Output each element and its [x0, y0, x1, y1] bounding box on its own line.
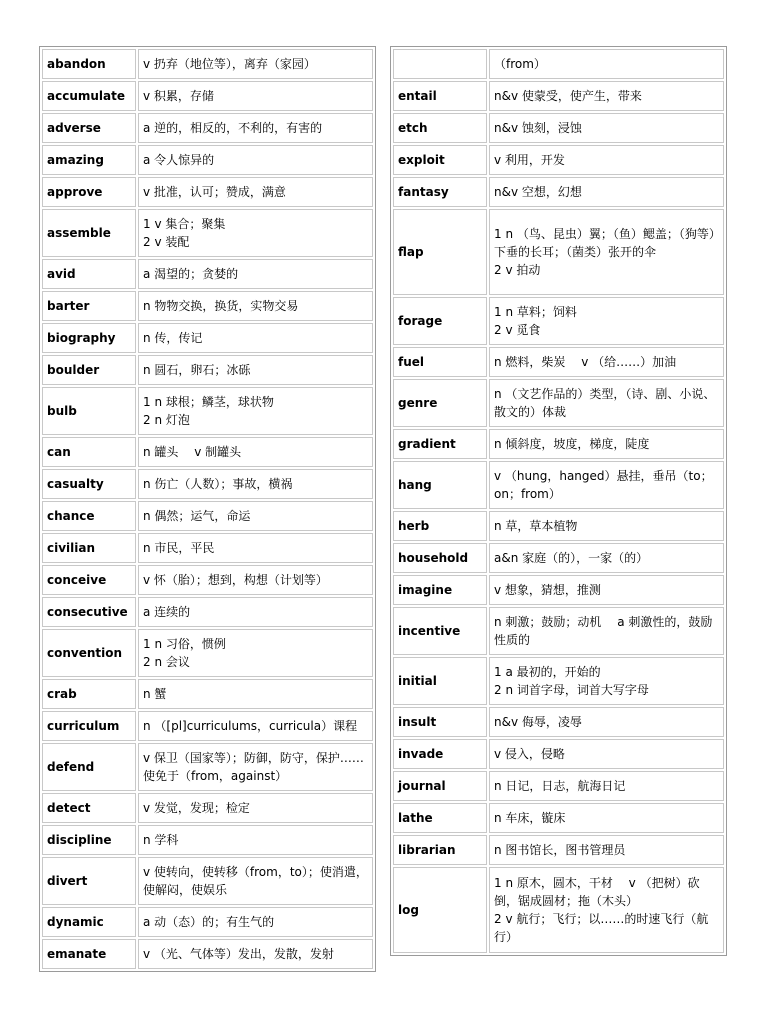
- table-row: [41, 48, 374, 80]
- table-row: [41, 710, 374, 742]
- definition-cell: n 倾斜度，坡度，梯度，陡度: [494, 437, 650, 451]
- definition-cell: （from）: [494, 57, 546, 71]
- definition-cell: v 利用，开发: [494, 153, 565, 167]
- word-cell: [393, 49, 487, 79]
- definition-cell: v （hung，hanged）悬挂，垂吊（to；on；from）: [494, 469, 713, 501]
- table-row: [392, 738, 725, 770]
- word-cell: flap: [393, 209, 487, 295]
- definition-cell: n&v 空想，幻想: [494, 185, 582, 199]
- table-row: [41, 856, 374, 906]
- word-cell: boulder: [42, 355, 136, 385]
- definition-cell: n&v 蚀刻，浸蚀: [494, 121, 582, 135]
- table-row: [41, 628, 374, 678]
- table-row: [41, 564, 374, 596]
- table-row: [392, 460, 725, 510]
- table-row: [41, 322, 374, 354]
- word-cell: amazing: [42, 145, 136, 175]
- table-row: [392, 834, 725, 866]
- table-row: [41, 176, 374, 208]
- word-cell: forage: [393, 297, 487, 345]
- table-row: [392, 802, 725, 834]
- word-cell: herb: [393, 511, 487, 541]
- word-cell: divert: [42, 857, 136, 905]
- definition-cell: n 刺激；鼓励；动机 a 刺激性的，鼓励性质的: [494, 615, 713, 647]
- word-cell: log: [393, 867, 487, 953]
- table-row: [41, 290, 374, 322]
- table-row: [392, 706, 725, 738]
- definition-cell: v 批准，认可；赞成，满意: [143, 185, 286, 199]
- table-row: [392, 80, 725, 112]
- word-cell: fantasy: [393, 177, 487, 207]
- table-row: [41, 678, 374, 710]
- table-row: [392, 656, 725, 706]
- word-cell: invade: [393, 739, 487, 769]
- definition-cell: v 发觉，发现；检定: [143, 801, 250, 815]
- definition-cell: n 伤亡（人数）；事故，横祸: [143, 477, 293, 491]
- definition-cell: n 车床，镟床: [494, 811, 566, 825]
- definition-cell: n 圆石，卵石；冰砾: [143, 363, 251, 377]
- word-cell: etch: [393, 113, 487, 143]
- table-row: [392, 378, 725, 428]
- word-cell: accumulate: [42, 81, 136, 111]
- definition-cell: v 扔弃（地位等），离弃（家园）: [143, 57, 316, 71]
- table-row: [392, 428, 725, 460]
- table-row: [392, 48, 725, 80]
- word-cell: imagine: [393, 575, 487, 605]
- table-row: [41, 906, 374, 938]
- definition-cell: n 偶然；运气，命运: [143, 509, 251, 523]
- word-cell: journal: [393, 771, 487, 801]
- definition-cell: 1 n 习俗，惯例 2 n 会议: [143, 637, 226, 669]
- definition-cell: v 保卫（国家等）；防御，防守，保护……使免于（from，against）: [143, 751, 364, 783]
- table-row: [392, 176, 725, 208]
- definition-cell: a&n 家庭（的），一家（的）: [494, 551, 649, 565]
- table-row: [41, 938, 374, 970]
- word-cell: abandon: [42, 49, 136, 79]
- table-row: [392, 296, 725, 346]
- definition-cell: v （光、气体等）发出，发散，发射: [143, 947, 334, 961]
- word-cell: lathe: [393, 803, 487, 833]
- definition-cell: v 侵入，侵略: [494, 747, 565, 761]
- word-cell: adverse: [42, 113, 136, 143]
- definition-cell: n 蟹: [143, 687, 167, 701]
- word-cell: entail: [393, 81, 487, 111]
- definition-cell: v 想象，猜想，推测: [494, 583, 601, 597]
- definition-cell: n 罐头 v 制罐头: [143, 445, 242, 459]
- word-cell: civilian: [42, 533, 136, 563]
- word-cell: approve: [42, 177, 136, 207]
- table-row: [41, 824, 374, 856]
- table-row: [41, 386, 374, 436]
- definition-cell: a 令人惊异的: [143, 153, 215, 167]
- definition-cell: 1 n 原木，圆木，干材 v （把树）砍倒，锯成圆材；拖（木头） 2 v 航行；飞行；以……的时速飞行（航行）: [494, 876, 709, 944]
- definition-cell: n 物物交换，换货，实物交易: [143, 299, 299, 313]
- table-row: [41, 144, 374, 176]
- table-row: [41, 208, 374, 258]
- word-cell: conceive: [42, 565, 136, 595]
- table-row: [392, 574, 725, 606]
- definition-cell: n&v 使蒙受，使产生，带来: [494, 89, 642, 103]
- word-cell: curriculum: [42, 711, 136, 741]
- word-cell: casualty: [42, 469, 136, 499]
- table-row: [392, 112, 725, 144]
- table-row: [41, 596, 374, 628]
- definition-cell: a 逆的，相反的，不利的，有害的: [143, 121, 323, 135]
- vocabulary-table-right: [390, 46, 727, 956]
- definition-cell: a 动（态）的；有生气的: [143, 915, 275, 929]
- table-row: [41, 436, 374, 468]
- word-cell: exploit: [393, 145, 487, 175]
- definition-cell: n&v 侮辱，凌辱: [494, 715, 582, 729]
- table-row: [41, 80, 374, 112]
- table-row: [392, 510, 725, 542]
- definition-cell: a 连续的: [143, 605, 191, 619]
- definition-cell: n 图书馆长，图书管理员: [494, 843, 626, 857]
- definition-cell: n （[pl]curriculums，curricula）课程: [143, 719, 358, 733]
- definition-cell: 1 n 球根；鳞茎，球状物 2 n 灯泡: [143, 395, 274, 427]
- table-row: [392, 346, 725, 378]
- table-row: [392, 770, 725, 802]
- table-row: [392, 866, 725, 954]
- word-cell: crab: [42, 679, 136, 709]
- word-cell: chance: [42, 501, 136, 531]
- word-cell: librarian: [393, 835, 487, 865]
- word-cell: can: [42, 437, 136, 467]
- table-row: [392, 542, 725, 574]
- definition-cell: a 渴望的；贪婪的: [143, 267, 239, 281]
- definition-cell: 1 a 最初的，开始的 2 n 词首字母，词首大写字母: [494, 665, 649, 697]
- definition-cell: n （文艺作品的）类型，（诗、剧、小说、散文的）体裁: [494, 387, 716, 419]
- table-row: [392, 606, 725, 656]
- word-cell: genre: [393, 379, 487, 427]
- word-cell: detect: [42, 793, 136, 823]
- definition-cell: n 学科: [143, 833, 179, 847]
- definition-cell: v 使转向，使转移（from，to）；使消遣，使解闷，使娱乐: [143, 865, 368, 897]
- table-row: [41, 532, 374, 564]
- definition-cell: n 传，传记: [143, 331, 203, 345]
- word-cell: initial: [393, 657, 487, 705]
- word-cell: avid: [42, 259, 136, 289]
- table-row: [392, 208, 725, 296]
- word-cell: barter: [42, 291, 136, 321]
- definition-cell: n 日记，日志，航海日记: [494, 779, 626, 793]
- word-cell: insult: [393, 707, 487, 737]
- definition-cell: v 积累，存储: [143, 89, 214, 103]
- word-cell: discipline: [42, 825, 136, 855]
- word-cell: hang: [393, 461, 487, 509]
- word-cell: assemble: [42, 209, 136, 257]
- table-row: [41, 354, 374, 386]
- definition-cell: n 燃料，柴炭 v （给……）加油: [494, 355, 677, 369]
- word-cell: gradient: [393, 429, 487, 459]
- table-row: [392, 144, 725, 176]
- table-row: [41, 112, 374, 144]
- word-cell: convention: [42, 629, 136, 677]
- table-row: [41, 500, 374, 532]
- definition-cell: 1 n 草料；饲料 2 v 觅食: [494, 305, 577, 337]
- word-cell: incentive: [393, 607, 487, 655]
- definition-cell: v 怀（胎）；想到，构想（计划等）: [143, 573, 328, 587]
- table-row: [41, 258, 374, 290]
- word-cell: household: [393, 543, 487, 573]
- definition-cell: 1 n （鸟、昆虫）翼；（鱼）鳃盖；（狗等）下垂的长耳；（菌类）张开的伞 2 v 拍动: [494, 227, 715, 277]
- table-row: [41, 468, 374, 500]
- word-cell: fuel: [393, 347, 487, 377]
- definition-cell: n 市民，平民: [143, 541, 215, 555]
- word-cell: dynamic: [42, 907, 136, 937]
- table-row: [41, 742, 374, 792]
- word-cell: bulb: [42, 387, 136, 435]
- word-cell: consecutive: [42, 597, 136, 627]
- vocabulary-table-left: [39, 46, 376, 972]
- table-row: [41, 792, 374, 824]
- word-cell: defend: [42, 743, 136, 791]
- word-cell: biography: [42, 323, 136, 353]
- definition-cell: n 草，草本植物: [494, 519, 578, 533]
- definition-cell: 1 v 集合；聚集 2 v 装配: [143, 217, 226, 249]
- word-cell: emanate: [42, 939, 136, 969]
